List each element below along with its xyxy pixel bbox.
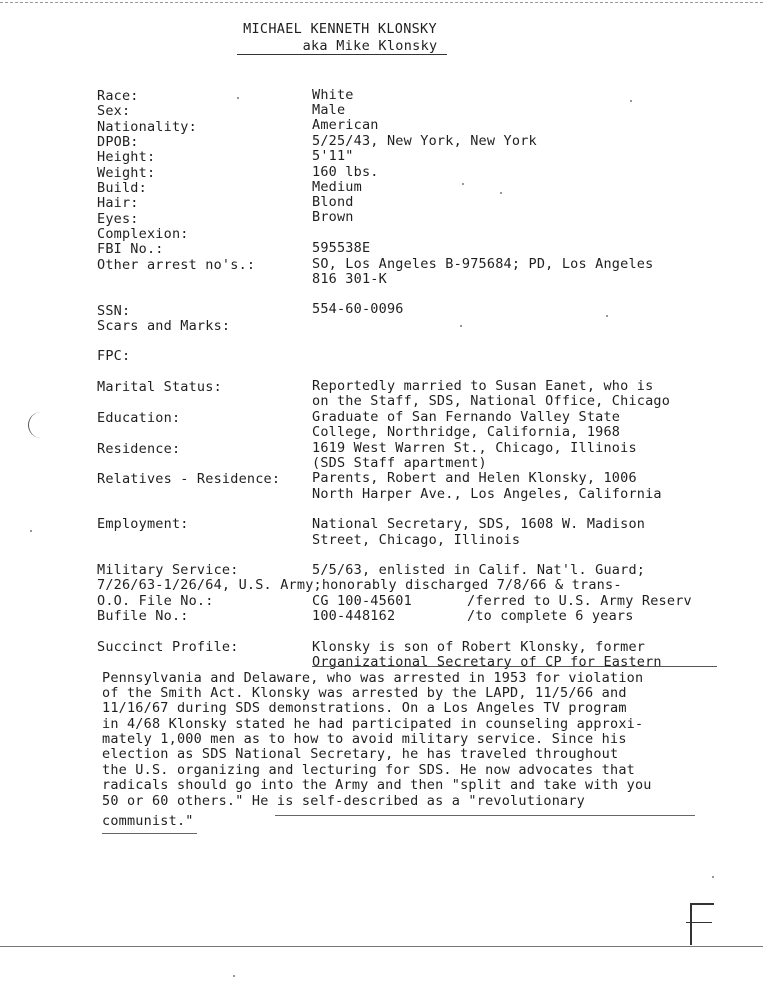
field-label: Residence: bbox=[97, 441, 181, 457]
field-label: DPOB: bbox=[97, 134, 139, 150]
handwritten-underline bbox=[275, 815, 695, 816]
field-value: American bbox=[312, 117, 379, 133]
field-label: Other arrest no's.: bbox=[97, 257, 256, 273]
speck-mark bbox=[712, 876, 714, 878]
military-cont-2: /to complete 6 years bbox=[467, 608, 634, 624]
speck-mark bbox=[606, 315, 608, 317]
field-label: Sex: bbox=[97, 103, 131, 119]
profile-line: radicals should go into the Army and then "split and take with you bbox=[102, 777, 652, 793]
field-label: FPC: bbox=[97, 348, 131, 364]
field-label: Build: bbox=[97, 180, 147, 196]
field-value: Male bbox=[312, 102, 346, 118]
profile-underline bbox=[312, 666, 717, 667]
speck-mark bbox=[30, 530, 32, 532]
profile-line: mately 1,000 men as to how to avoid military service. Since his bbox=[102, 731, 627, 747]
header-underline bbox=[237, 54, 447, 55]
corner-bracket-mark bbox=[686, 922, 712, 923]
field-value: Reportedly married to Susan Eanet, who is bbox=[312, 378, 654, 394]
field-value: Parents, Robert and Helen Klonsky, 1006 bbox=[312, 470, 637, 486]
profile-line: of the Smith Act. Klonsky was arrested by the LAPD, 11/5/66 and bbox=[102, 685, 627, 701]
profile-line: election as SDS National Secretary, he has traveled throughout bbox=[102, 746, 619, 762]
field-value: Medium bbox=[312, 179, 362, 195]
field-value: 816 301-K bbox=[312, 271, 387, 287]
field-value: (SDS Staff apartment) bbox=[312, 455, 487, 471]
handwritten-underline bbox=[102, 833, 197, 834]
field-value: 5/25/43, New York, New York bbox=[312, 133, 537, 149]
corner-bracket-mark bbox=[690, 903, 714, 945]
field-value: 160 lbs. bbox=[312, 164, 379, 180]
page-top-edge bbox=[0, 2, 763, 3]
speck-mark bbox=[630, 100, 632, 102]
field-label: FBI No.: bbox=[97, 241, 164, 257]
speck-mark bbox=[233, 975, 235, 977]
field-value: 5'11" bbox=[312, 148, 354, 164]
speck-mark bbox=[460, 325, 462, 327]
field-value: 1619 West Warren St., Chicago, Illinois bbox=[312, 440, 637, 456]
page-bottom-edge bbox=[0, 946, 763, 947]
profile-line: 11/16/67 during SDS demonstrations. On a Los Angeles TV program bbox=[102, 700, 627, 716]
subject-aka: aka Mike Klonsky bbox=[302, 38, 438, 54]
field-value: White bbox=[312, 87, 354, 103]
field-value: Brown bbox=[312, 209, 354, 225]
field-label: Nationality: bbox=[97, 119, 197, 135]
field-label: Race: bbox=[97, 88, 139, 104]
field-label: Relatives - Residence: bbox=[97, 471, 281, 487]
bufile-label: Bufile No.: bbox=[97, 608, 189, 624]
field-value: on the Staff, SDS, National Office, Chicago bbox=[312, 393, 671, 409]
speck-mark bbox=[237, 97, 239, 99]
bufile-value: 100-448162 bbox=[312, 608, 396, 624]
field-value: National Secretary, SDS, 1608 W. Madison bbox=[312, 516, 646, 532]
speck-mark bbox=[462, 183, 464, 185]
subject-name: MICHAEL KENNETH KLONSKY bbox=[243, 21, 437, 37]
field-value: Graduate of San Fernando Valley State bbox=[312, 409, 621, 425]
military-line-2: 7/26/63-1/26/64, U.S. Army;honorably discharged 7/8/66 & trans- bbox=[97, 577, 622, 593]
oo-file-value: CG 100-45601 bbox=[312, 593, 412, 609]
profile-line: the U.S. organizing and lecturing for SDS. He now advocates that bbox=[102, 762, 635, 778]
field-label: SSN: bbox=[97, 303, 131, 319]
oo-file-label: O.O. File No.: bbox=[97, 593, 214, 609]
profile-second-line: Organizational Secretary of CP for Eastern bbox=[312, 654, 662, 670]
field-label: Education: bbox=[97, 410, 181, 426]
field-label: Scars and Marks: bbox=[97, 318, 231, 334]
field-value: SO, Los Angeles B-975684; PD, Los Angeles bbox=[312, 256, 654, 272]
profile-first-line: Klonsky is son of Robert Klonsky, former bbox=[312, 639, 646, 655]
speck-mark bbox=[500, 192, 502, 194]
field-value: Street, Chicago, Illinois bbox=[312, 532, 521, 548]
field-label: Height: bbox=[97, 149, 156, 165]
field-value: 554-60-0096 bbox=[312, 301, 404, 317]
punch-hole-mark bbox=[28, 412, 43, 438]
field-label: Eyes: bbox=[97, 211, 139, 227]
field-label: Employment: bbox=[97, 516, 189, 532]
profile-line: Pennsylvania and Delaware, who was arrested in 1953 for violation bbox=[102, 670, 644, 686]
profile-line: communist." bbox=[102, 813, 194, 829]
field-value: 595538E bbox=[312, 240, 371, 256]
field-label: Weight: bbox=[97, 165, 156, 181]
field-label: Marital Status: bbox=[97, 379, 222, 395]
military-cont-1: /ferred to U.S. Army Reserv bbox=[467, 593, 692, 609]
profile-line: 50 or 60 others." He is self-described as a "revolutionary bbox=[102, 793, 586, 809]
field-value: North Harper Ave., Los Angeles, California bbox=[312, 486, 662, 502]
field-value: Blond bbox=[312, 194, 354, 210]
military-label: Military Service: bbox=[97, 562, 239, 578]
field-label: Hair: bbox=[97, 195, 139, 211]
military-value: 5/5/63, enlisted in Calif. Nat'l. Guard; bbox=[312, 562, 646, 578]
field-value: College, Northridge, California, 1968 bbox=[312, 424, 621, 440]
field-label: Complexion: bbox=[97, 226, 189, 242]
profile-label: Succinct Profile: bbox=[97, 639, 239, 655]
profile-line: in 4/68 Klonsky stated he had participated in counseling approxi- bbox=[102, 716, 644, 732]
